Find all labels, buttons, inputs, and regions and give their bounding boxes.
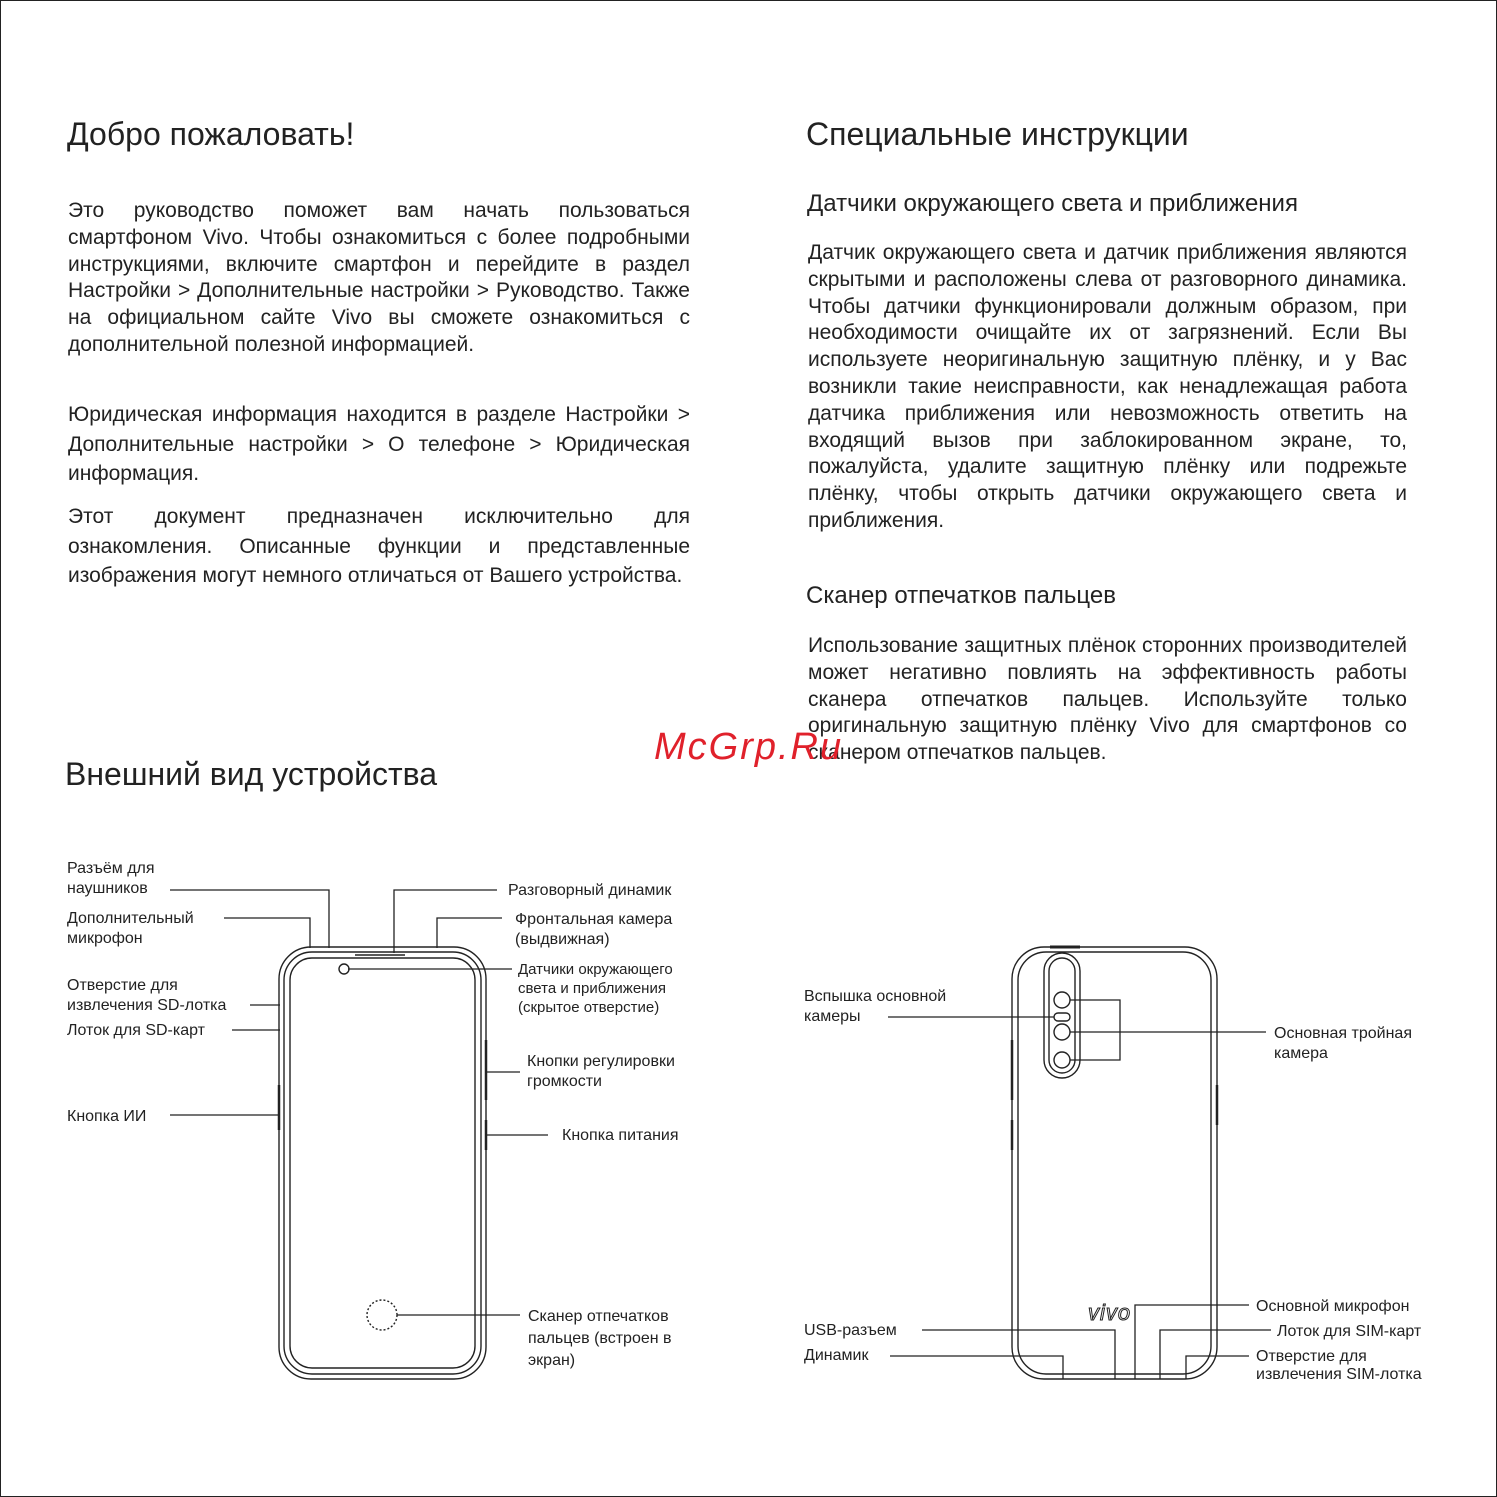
label-headphone-line2: наушников [67,880,148,897]
label-fingerprint-line3: экран) [528,1352,576,1369]
front-phone-outline [279,947,486,1379]
vivo-logo: vivo [1088,1300,1132,1325]
label-sensors-line2: света и приближения [518,980,666,997]
scanner-subtitle: Сканер отпечатков пальцев [806,582,1116,609]
label-sensors-line3: (скрытое отверстие) [518,999,660,1016]
label-extra-mic-line1: Дополнительный [67,910,194,927]
device-title: Внешний вид устройства [65,756,438,792]
welcome-paragraph-3: Этот документ предназначен исключительно для ознакомления. Описанные функции и представленные изображения могут немного отличаться от Вашего устройства. [68,505,690,587]
label-triple-cam-line2: камера [1274,1045,1328,1062]
label-usb: USB-разъем [804,1322,897,1339]
label-flash-line1: Вспышка основной [804,988,947,1005]
label-volume-line1: Кнопки регулировки [527,1053,675,1070]
label-fingerprint-line1: Сканер отпечатков [528,1308,669,1325]
label-fingerprint-line2: пальцев (встроен в [528,1330,672,1347]
welcome-title: Добро пожаловать! [67,116,355,152]
label-sd-hole-line2: извлечения SD-лотка [67,997,227,1014]
label-sd-tray: Лоток для SD-карт [67,1022,205,1039]
label-headphone-line1: Разъём для [67,860,155,877]
label-power: Кнопка питания [562,1127,679,1144]
label-sim-hole-line2: извлечения SIM-лотка [1256,1366,1422,1383]
label-triple-cam-line1: Основная тройная [1274,1025,1412,1042]
label-sd-hole-line1: Отверстие для [67,977,178,994]
label-flash-line2: камеры [804,1008,861,1025]
label-sim-tray: Лоток для SIM-карт [1277,1323,1422,1340]
label-speaker: Динамик [804,1347,869,1364]
special-title: Специальные инструкции [806,116,1189,152]
scanner-paragraph: Использование защитных плёнок сторонних производителей может негативно повлиять на эффективность работы сканера отпечатков пальцев. Используйте только оригинальную защитную плёнку Vivo для смартфонов со сканером отпечатков пальцев. [808,634,1407,765]
label-sensors-line1: Датчики окружающего [518,961,673,978]
label-front-cam-line2: (выдвижная) [515,931,610,948]
watermark: McGrp.Ru [654,726,844,768]
welcome-paragraph-2: Юридическая информация находится в разделе Настройки > Дополнительные настройки > О телефоне > Юридическая информация. [68,403,690,485]
label-front-cam-line1: Фронтальная камера [515,911,673,928]
sensors-paragraph: Датчик окружающего света и датчик приближения являются скрытыми и расположены слева от разговорного динамика. Чтобы датчики функционировали должным образом, при необходимости очищайте их от загрязнений. Если Вы используете неоригинальную защитную плёнку, и у Вас возникли такие неисправности, как ненадлежащая работа датчика приближения или невозможность ответить на входящий вызов при заблокированном экране, то, пожалуйста, удалите защитную плёнку или подрежьте плёнку, чтобы открыть датчики окружающего света и приближения. [808,241,1407,532]
label-ai-button: Кнопка ИИ [67,1108,147,1125]
label-earpiece: Разговорный динамик [508,882,672,899]
label-main-mic: Основной микрофон [1256,1298,1410,1315]
welcome-paragraph-1: Это руководство поможет вам начать пользоваться смартфоном Vivo. Чтобы ознакомиться с более подробными инструкциями, включите смартфон и перейдите в раздел Настройки > Дополнительные настройки > Руководство. Также на официальном сайте Vivo вы сможете ознакомиться с дополнительной полезной информацией. [68,199,690,356]
sensors-subtitle: Датчики окружающего света и приближения [807,190,1298,217]
label-sim-hole-line1: Отверстие для [1256,1348,1367,1365]
label-extra-mic-line2: микрофон [67,930,143,947]
label-volume-line2: громкости [527,1073,602,1090]
